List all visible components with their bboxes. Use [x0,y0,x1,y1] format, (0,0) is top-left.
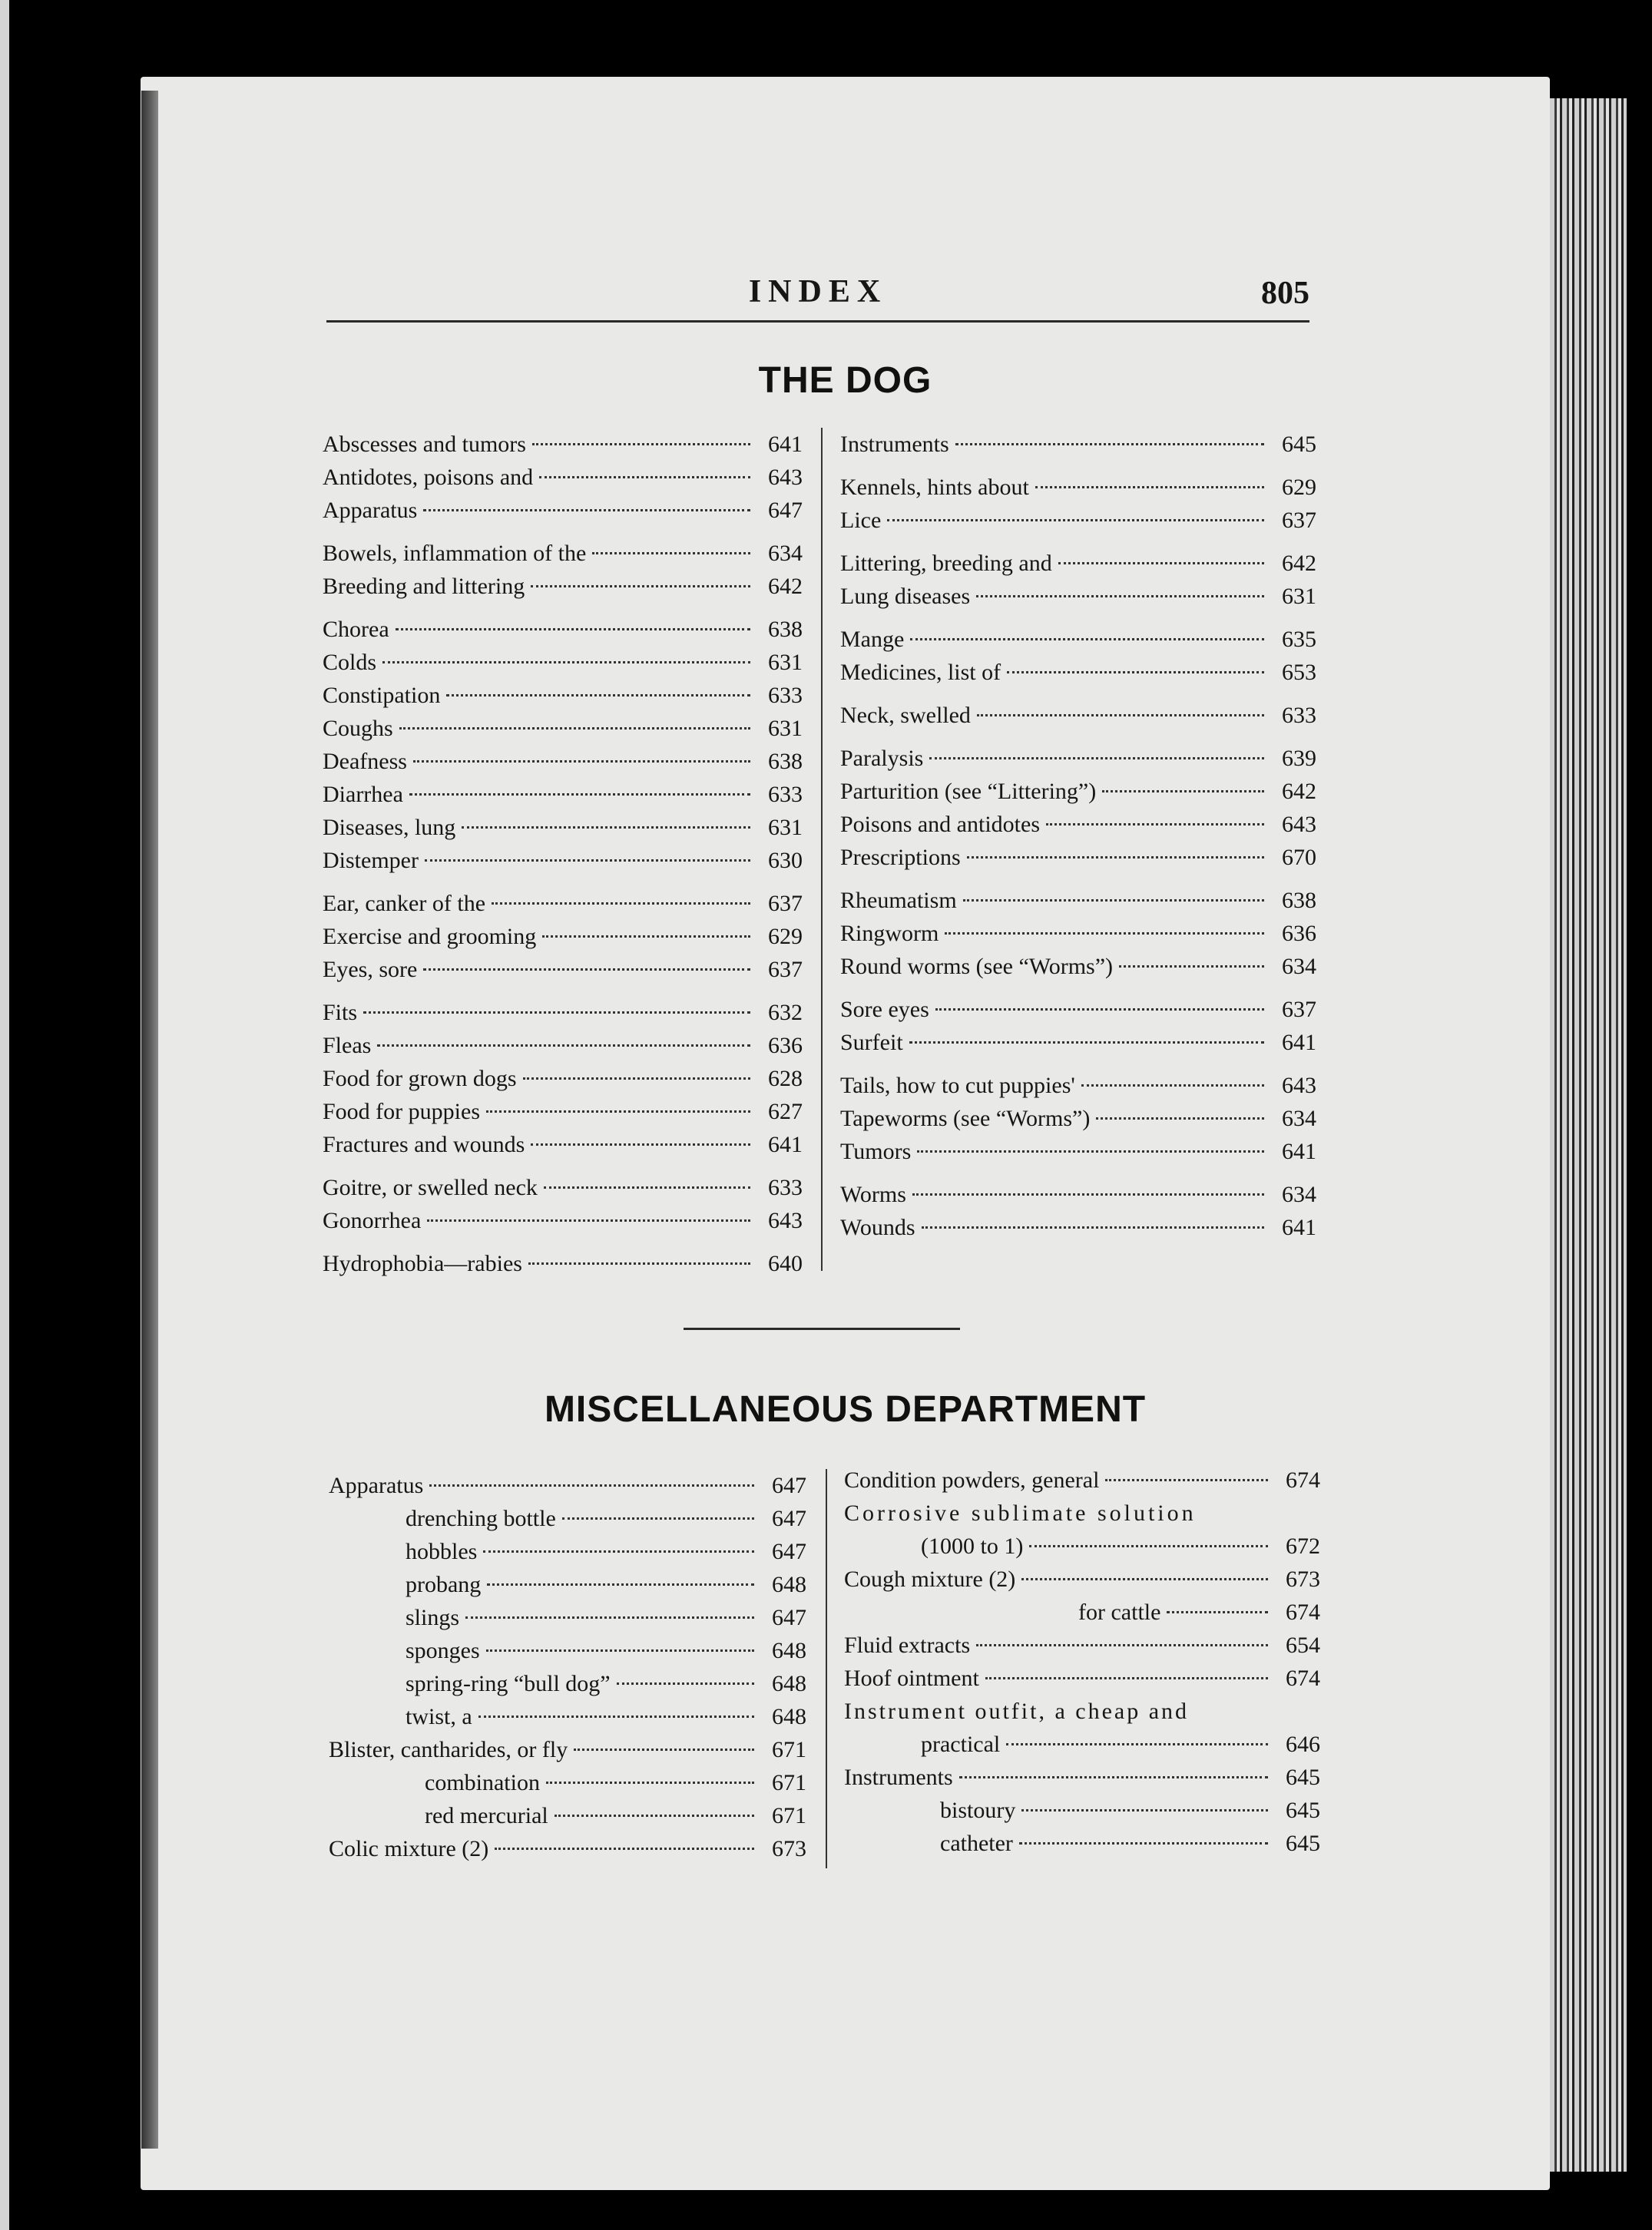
entry-page-number: 632 [768,1000,803,1025]
entry-page-number: 642 [768,574,803,599]
page-number: 805 [1261,276,1309,311]
index-entry [840,1178,1316,1211]
entry-label: Mange [840,627,905,652]
entry-label: Ringworm [840,921,939,946]
dot-leader [1006,1743,1268,1745]
dot-leader [910,638,1264,640]
entry-page-number: 634 [1282,1182,1316,1207]
entry-page-number: 645 [1286,1765,1320,1790]
dot-leader [1119,965,1264,968]
dot-leader [1035,486,1264,488]
entry-label: Blister, cantharides, or fly [329,1737,568,1762]
misc-column-left [329,1469,806,1865]
dot-leader [1021,1578,1268,1580]
dot-leader [523,1077,751,1080]
dot-leader [922,1226,1264,1229]
entry-label: Coughs [323,716,393,741]
entry-page-number: 672 [1286,1534,1320,1559]
index-entry [840,623,1316,656]
dot-leader [912,1193,1264,1196]
index-entry [844,1728,1320,1761]
entry-label: Poisons and antidotes [840,812,1040,837]
index-entry [323,537,803,570]
entry-label: Lung diseases [840,584,971,609]
entry-page-number: 640 [768,1251,803,1276]
entry-page-number: 674 [1286,1666,1320,1691]
entry-page-number: 642 [1282,551,1316,576]
entry-page-number: 637 [1282,997,1316,1022]
index-entry [323,953,803,986]
entry-label: red mercurial [425,1803,548,1828]
dot-leader [917,1150,1264,1153]
entry-page-number: 633 [768,1175,803,1200]
index-entry [840,841,1316,874]
entry-label: Fluid extracts [844,1633,971,1658]
entry-page-number: 648 [772,1704,806,1729]
entry-page-number: 643 [768,465,803,490]
index-entry [323,613,803,646]
index-entry-corrosive: Corrosive sublimate solution [844,1500,1197,1526]
entry-label: Food for grown dogs [323,1066,517,1091]
column-divider [826,1469,827,1868]
entry-label: Apparatus [323,498,418,523]
dot-leader [955,443,1264,445]
index-entry [323,1247,803,1280]
entry-label: hobbles [406,1539,478,1564]
dot-leader [617,1682,754,1685]
entry-label: Paralysis [840,746,924,771]
index-entry [844,1596,1320,1629]
entry-label: Eyes, sore [323,957,418,982]
entry-page-number: 653 [1282,660,1316,685]
entry-label: Gonorrhea [323,1208,422,1233]
entry-label: sponges [406,1638,480,1663]
dot-leader [1058,562,1264,564]
index-entry [329,1634,806,1667]
entry-page-number: 670 [1282,845,1316,870]
entry-label: Goitre, or swelled neck [323,1175,538,1200]
entry-page-number: 671 [772,1737,806,1762]
entry-label: Colds [323,650,377,675]
dot-leader [976,1644,1268,1646]
entry-page-number: 637 [768,957,803,982]
entry-label: bistoury [940,1798,1016,1823]
index-entry [844,1629,1320,1662]
entry-label: Parturition (see “Littering”) [840,779,1097,804]
entry-page-number: 641 [768,432,803,457]
entry-page-number: 634 [768,541,803,566]
dot-leader [544,1186,750,1189]
dot-leader [429,1484,754,1487]
index-entry [840,1026,1316,1059]
entry-page-number: 641 [768,1132,803,1157]
index-entry [329,1832,806,1865]
dot-leader [425,859,750,862]
column-divider [821,428,823,1271]
dot-leader [413,760,750,763]
header-rule [326,320,1309,323]
index-entry [323,1204,803,1237]
entry-page-number: 641 [1282,1215,1316,1240]
index-entry [323,1095,803,1128]
entry-page-number: 631 [1282,584,1316,609]
dot-leader [446,694,750,696]
index-entry [323,778,803,811]
entry-page-number: 639 [1282,746,1316,771]
index-entry [323,844,803,877]
entry-page-number: 647 [772,1506,806,1531]
index-entry [329,1667,806,1700]
index-entry [840,917,1316,950]
index-entry [844,1662,1320,1695]
entry-page-number: 634 [1282,1106,1316,1131]
entry-page-number: 646 [1286,1732,1320,1757]
entry-page-number: 627 [768,1099,803,1124]
entry-page-number: 643 [1282,812,1316,837]
entry-label: Surfeit [840,1030,903,1055]
dot-leader [542,935,750,938]
dot-leader [1029,1545,1268,1547]
dot-leader [546,1782,754,1784]
entry-label: Medicines, list of [840,660,1001,685]
entry-label: Colic mixture (2) [329,1836,489,1861]
dot-leader [492,902,750,905]
entry-page-number: 673 [1286,1567,1320,1592]
index-entry [323,1171,803,1204]
entry-label: catheter [940,1831,1013,1856]
entry-label: Constipation [323,683,441,708]
index-entry [840,742,1316,775]
entry-page-number: 654 [1286,1633,1320,1658]
index-entry [840,1211,1316,1244]
entry-label: Ear, canker of the [323,891,486,916]
section-title-the-dog: THE DOG [758,360,932,401]
entry-page-number: 629 [768,924,803,949]
dot-leader [363,1011,750,1014]
section-divider-rule [684,1328,960,1330]
dot-leader [528,1262,750,1265]
index-entry [323,811,803,844]
section-title-miscellaneous: MISCELLANEOUS DEPARTMENT [544,1389,1147,1430]
entry-page-number: 645 [1282,432,1316,457]
index-entry [329,1568,806,1601]
entry-page-number: 643 [1282,1073,1316,1098]
dot-leader [483,1550,754,1553]
index-entry [323,494,803,527]
dot-leader [532,443,750,445]
dot-leader [1046,823,1264,825]
entry-label: Chorea [323,617,389,642]
index-entry [844,1794,1320,1827]
index-entry [323,1128,803,1161]
entry-page-number: 671 [772,1803,806,1828]
entry-label: Food for puppies [323,1099,480,1124]
index-entry [329,1469,806,1502]
entry-page-number: 636 [768,1033,803,1058]
index-column-left [323,428,803,1280]
entry-label: Round worms (see “Worms”) [840,954,1114,979]
index-entry [844,1464,1320,1497]
dot-leader [486,1649,754,1652]
entry-label: Tapeworms (see “Worms”) [840,1106,1091,1131]
entry-label: Rheumatism [840,888,957,913]
dot-leader [1007,671,1264,673]
dot-leader [486,1110,750,1113]
entry-label: Tails, how to cut puppies' [840,1073,1075,1098]
dot-leader [1019,1842,1268,1845]
entry-label: Apparatus [329,1473,424,1498]
index-entry [840,950,1316,983]
entry-page-number: 633 [1282,703,1316,728]
entry-label: Bowels, inflammation of the [323,541,587,566]
entry-label: Hydrophobia—rabies [323,1251,522,1276]
index-entry [329,1799,806,1832]
index-entry [323,570,803,603]
index-entry [323,920,803,953]
entry-label: Instruments [844,1765,953,1790]
entry-page-number: 638 [768,617,803,642]
dot-leader [423,509,750,511]
entry-page-number: 631 [768,650,803,675]
index-entry [840,547,1316,580]
entry-label: Diarrhea [323,782,403,807]
dot-leader [887,519,1264,521]
index-entry [323,1029,803,1062]
dot-leader [1105,1479,1268,1481]
entry-label: Tumors [840,1139,912,1164]
previous-page-edge [0,0,9,2230]
dot-leader [1021,1809,1268,1811]
entry-page-number: 638 [768,749,803,774]
page-edges [1550,98,1627,2172]
index-entry [840,656,1316,689]
entry-label: Neck, swelled [840,703,971,728]
dot-leader [592,552,750,554]
dot-leader [462,826,750,829]
entry-label: Fits [323,1000,358,1025]
entry-page-number: 674 [1286,1467,1320,1493]
index-entry [844,1530,1320,1563]
entry-label: Diseases, lung [323,815,456,840]
entry-page-number: 637 [768,891,803,916]
entry-label: twist, a [406,1704,472,1729]
running-header [326,273,1309,319]
dot-leader [487,1583,754,1586]
dot-leader [1081,1084,1264,1087]
dot-leader [478,1716,754,1718]
entry-label: Hoof ointment [844,1666,979,1691]
dot-leader [977,714,1264,716]
dot-leader [909,1041,1264,1044]
entry-label: Sore eyes [840,997,929,1022]
index-entry [329,1535,806,1568]
index-entry [840,428,1316,461]
dot-leader [382,661,750,663]
entry-page-number: 641 [1282,1030,1316,1055]
entry-page-number: 647 [772,1473,806,1498]
entry-page-number: 647 [772,1539,806,1564]
dot-leader [539,476,750,478]
entry-label: Instruments [840,432,949,457]
entry-page-number: 647 [768,498,803,523]
entry-page-number: 633 [768,782,803,807]
entry-label: Fractures and wounds [323,1132,525,1157]
entry-label: combination [425,1770,540,1795]
dot-leader [985,1677,1268,1679]
dot-leader [959,1776,1268,1778]
entry-page-number: 634 [1282,954,1316,979]
dot-leader [929,757,1264,759]
dot-leader [377,1044,750,1047]
index-entry [323,745,803,778]
misc-column-right [844,1464,1320,1860]
index-entry [323,1062,803,1095]
dot-leader [399,727,750,730]
entry-page-number: 648 [772,1671,806,1696]
entry-page-number: 631 [768,815,803,840]
dot-leader [935,1008,1264,1011]
index-entry [840,1069,1316,1102]
index-entry [844,1761,1320,1794]
dot-leader [423,968,750,971]
dot-leader [976,595,1264,597]
running-title: INDEX [748,274,888,309]
dot-leader [574,1749,754,1751]
entry-page-number: 630 [768,848,803,873]
entry-label: Cough mixture (2) [844,1567,1016,1592]
entry-page-number: 645 [1286,1831,1320,1856]
entry-page-number: 645 [1286,1798,1320,1823]
index-entry [840,775,1316,808]
index-entry [323,646,803,679]
index-entry [840,580,1316,613]
entry-label: Wounds [840,1215,915,1240]
index-entry [844,1563,1320,1596]
dot-leader [427,1219,750,1222]
entry-page-number: 647 [772,1605,806,1630]
index-entry [840,1135,1316,1168]
index-entry [840,1102,1316,1135]
index-entry [840,884,1316,917]
index-entry [329,1700,806,1733]
entry-page-number: 674 [1286,1600,1320,1625]
index-entry [323,996,803,1029]
entry-label: Distemper [323,848,419,873]
index-entry [329,1601,806,1634]
entry-label: Condition powders, general [844,1467,1100,1493]
dot-leader [396,628,750,630]
dot-leader [409,793,750,796]
entry-label: Deafness [323,749,407,774]
index-entry [840,808,1316,841]
entry-page-number: 641 [1282,1139,1316,1164]
entry-page-number: 633 [768,683,803,708]
index-column-right [840,428,1316,1244]
index-entry [329,1733,806,1766]
entry-label: Kennels, hints about [840,475,1029,500]
entry-page-number: 636 [1282,921,1316,946]
entry-label: probang [406,1572,482,1597]
index-entry [323,679,803,712]
entry-page-number: 637 [1282,508,1316,533]
entry-label: Fleas [323,1033,372,1058]
index-entry [323,428,803,461]
index-entry-instrument-outfit: Instrument outfit, a cheap and [844,1699,1190,1724]
entry-page-number: 631 [768,716,803,741]
entry-page-number: 628 [768,1066,803,1091]
index-entry [329,1502,806,1535]
entry-page-number: 648 [772,1572,806,1597]
entry-label: Worms [840,1182,906,1207]
index-entry [840,699,1316,732]
entry-page-number: 673 [772,1836,806,1861]
dot-leader [1096,1117,1264,1120]
entry-label: Abscesses and tumors [323,432,526,457]
dot-leader [945,932,1264,935]
entry-label: Antidotes, poisons and [323,465,534,490]
entry-label: drenching bottle [406,1506,556,1531]
dot-leader [531,585,750,587]
dot-leader [555,1815,754,1817]
dot-leader [531,1143,750,1146]
entry-page-number: 648 [772,1638,806,1663]
entry-label: (1000 to 1) [921,1534,1024,1559]
index-entry [840,504,1316,537]
dot-leader [967,856,1264,859]
entry-label: for cattle [1078,1600,1161,1625]
dot-leader [1102,790,1264,792]
index-entry [844,1827,1320,1860]
index-entry [323,712,803,745]
entry-page-number: 642 [1282,779,1316,804]
index-entry [323,461,803,494]
entry-label: practical [921,1732,1001,1757]
entry-label: Exercise and grooming [323,924,537,949]
entry-page-number: 671 [772,1770,806,1795]
dot-leader [963,899,1264,902]
entry-label: spring-ring “bull dog” [406,1671,611,1696]
entry-page-number: 643 [768,1208,803,1233]
entry-label: Littering, breeding and [840,551,1052,576]
entry-label: Prescriptions [840,845,961,870]
dot-leader [495,1848,754,1850]
index-entry [840,993,1316,1026]
dot-leader [1167,1611,1268,1613]
entry-page-number: 638 [1282,888,1316,913]
entry-label: Lice [840,508,882,533]
entry-label: Breeding and littering [323,574,525,599]
index-entry [323,887,803,920]
index-entry [840,471,1316,504]
entry-label: slings [406,1605,460,1630]
dot-leader [562,1517,754,1520]
entry-page-number: 635 [1282,627,1316,652]
entry-page-number: 629 [1282,475,1316,500]
index-entry [329,1766,806,1799]
dot-leader [465,1616,754,1619]
